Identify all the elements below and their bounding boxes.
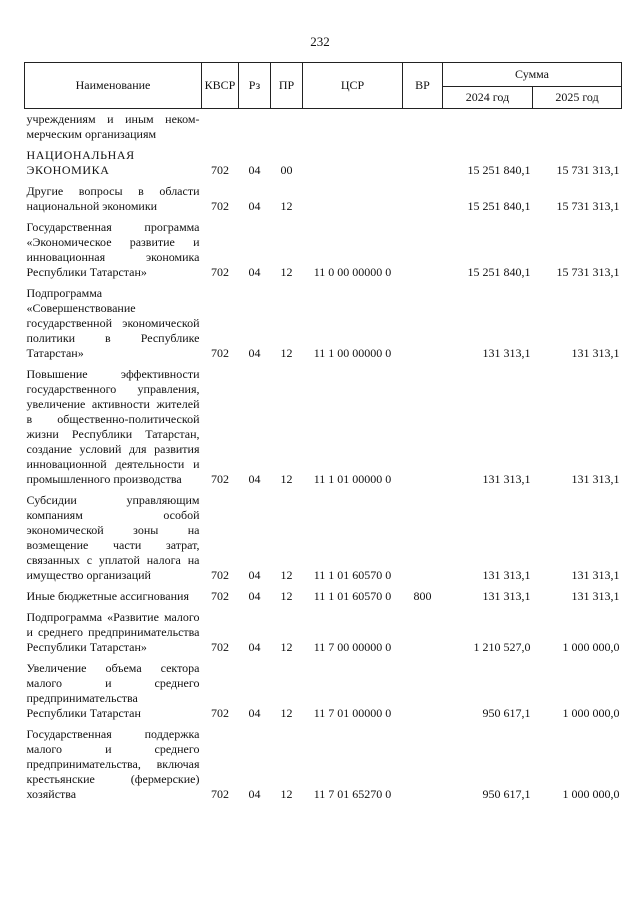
row-sum-2024: 1 210 527,0 bbox=[473, 640, 531, 654]
row-sum-2025: 15 731 313,1 bbox=[556, 163, 620, 177]
row-pr: 12 bbox=[280, 640, 293, 654]
row-csr: 11 7 01 00000 0 bbox=[313, 706, 392, 720]
row-sum-2024 bbox=[443, 109, 533, 143]
row-sum-2025 bbox=[533, 109, 622, 143]
header-csr: ЦСР bbox=[303, 63, 403, 109]
row-rz: 04 bbox=[248, 163, 261, 177]
row-name: Государственная поддержка малого и среднего предпринимательства, включая крестьянские (фермерские) хозяйства bbox=[26, 727, 200, 801]
row-vr bbox=[403, 604, 443, 655]
row-rz: 04 bbox=[248, 199, 261, 213]
row-pr: 12 bbox=[280, 568, 293, 582]
header-year-2024: 2024 год bbox=[443, 87, 533, 109]
table-header bbox=[25, 63, 622, 109]
row-rz: 04 bbox=[248, 568, 261, 582]
row-csr: 11 1 01 00000 0 bbox=[313, 472, 392, 486]
row-kvsr: 702 bbox=[211, 163, 229, 177]
row-kvsr: 702 bbox=[211, 589, 229, 603]
row-csr bbox=[303, 109, 403, 143]
row-vr bbox=[403, 280, 443, 361]
table-row bbox=[25, 655, 622, 721]
row-name: Иные бюджетные ассигнования bbox=[26, 589, 189, 603]
row-vr bbox=[403, 109, 443, 143]
row-csr: 11 1 00 00000 0 bbox=[313, 346, 392, 360]
row-name: Государственная программа «Экономическое развитие и инновационная экономика Республики Татарстан» bbox=[26, 220, 200, 279]
row-vr bbox=[403, 361, 443, 487]
table-row bbox=[25, 583, 622, 604]
row-rz: 04 bbox=[248, 472, 261, 486]
table-row bbox=[25, 142, 622, 178]
row-sum-2024: 950 617,1 bbox=[482, 787, 531, 801]
row-pr: 12 bbox=[280, 472, 293, 486]
row-vr bbox=[403, 655, 443, 721]
row-sum-2025: 131 313,1 bbox=[571, 472, 620, 486]
row-pr: 12 bbox=[280, 199, 293, 213]
row-kvsr: 702 bbox=[211, 706, 229, 720]
row-rz: 04 bbox=[248, 589, 261, 603]
table-body bbox=[25, 109, 622, 803]
row-kvsr: 702 bbox=[211, 472, 229, 486]
row-kvsr: 702 bbox=[211, 787, 229, 801]
row-pr: 12 bbox=[280, 346, 293, 360]
table-row bbox=[25, 280, 622, 361]
row-sum-2025: 131 313,1 bbox=[571, 568, 620, 582]
row-pr bbox=[271, 109, 303, 143]
row-rz: 04 bbox=[248, 346, 261, 360]
row-pr: 12 bbox=[280, 787, 293, 801]
row-name: учреждениям и иным неком-мерческим организациям bbox=[26, 112, 200, 141]
table-row bbox=[25, 178, 622, 214]
row-kvsr: 702 bbox=[211, 199, 229, 213]
row-vr: 800 bbox=[413, 589, 432, 603]
row-kvsr: 702 bbox=[211, 346, 229, 360]
row-vr bbox=[403, 178, 443, 214]
row-rz bbox=[239, 109, 271, 143]
header-year-2025: 2025 год bbox=[533, 87, 622, 109]
row-sum-2024: 131 313,1 bbox=[482, 346, 531, 360]
table-row bbox=[25, 361, 622, 487]
row-rz: 04 bbox=[248, 706, 261, 720]
table-row bbox=[25, 109, 622, 143]
row-sum-2025: 1 000 000,0 bbox=[562, 706, 620, 720]
row-csr: 11 0 00 00000 0 bbox=[313, 265, 392, 279]
row-name: Подпрограмма «Совершенствование государственной экономической политики в Республике Татарстан» bbox=[26, 286, 200, 360]
table-row bbox=[25, 721, 622, 802]
row-vr bbox=[403, 487, 443, 583]
row-name: Субсидии управляющим компаниям особой экономической зоны на возмещение части затрат, связанных с уплатой налога на имущество организаций bbox=[26, 493, 200, 582]
row-sum-2025: 131 313,1 bbox=[571, 589, 620, 603]
row-sum-2025: 15 731 313,1 bbox=[556, 265, 620, 279]
row-sum-2024: 950 617,1 bbox=[482, 706, 531, 720]
row-kvsr bbox=[202, 109, 239, 143]
row-csr: 11 1 01 60570 0 bbox=[313, 568, 392, 582]
row-pr: 00 bbox=[280, 163, 293, 177]
row-sum-2025: 1 000 000,0 bbox=[562, 640, 620, 654]
row-vr bbox=[403, 721, 443, 802]
row-vr bbox=[403, 214, 443, 280]
row-sum-2025: 131 313,1 bbox=[571, 346, 620, 360]
row-csr: 11 7 00 00000 0 bbox=[313, 640, 392, 654]
header-kvsr: КВСР bbox=[202, 63, 239, 109]
row-pr: 12 bbox=[280, 589, 293, 603]
row-sum-2025: 1 000 000,0 bbox=[562, 787, 620, 801]
row-name: Другие вопросы в области национальной экономики bbox=[26, 184, 200, 213]
row-csr: 11 7 01 65270 0 bbox=[313, 787, 392, 801]
row-rz: 04 bbox=[248, 265, 261, 279]
row-sum-2024: 15 251 840,1 bbox=[467, 199, 531, 213]
row-sum-2024: 15 251 840,1 bbox=[467, 163, 531, 177]
row-name: Подпрограмма «Развитие малого и среднего предпринимательства Республики Татарстан» bbox=[26, 610, 200, 654]
row-sum-2025: 15 731 313,1 bbox=[556, 199, 620, 213]
table-row bbox=[25, 487, 622, 583]
row-kvsr: 702 bbox=[211, 568, 229, 582]
row-rz: 04 bbox=[248, 787, 261, 801]
header-vr: ВР bbox=[403, 63, 443, 109]
row-sum-2024: 15 251 840,1 bbox=[467, 265, 531, 279]
header-rz: Рз bbox=[239, 63, 271, 109]
row-name: Повышение эффективности государственного управления, увеличение активности жителей в общественно-политической жизни Республики Татарстан, создание условий для развития инновационной деятельности и промышленного производства bbox=[26, 367, 200, 486]
header-sum: Сумма bbox=[443, 63, 622, 87]
row-sum-2024: 131 313,1 bbox=[482, 589, 531, 603]
row-pr: 12 bbox=[280, 706, 293, 720]
table-row bbox=[25, 214, 622, 280]
page-number: 232 bbox=[310, 34, 330, 49]
row-csr bbox=[303, 142, 403, 178]
header-name: Наименование bbox=[25, 63, 202, 109]
header-pr: ПР bbox=[271, 63, 303, 109]
table-row bbox=[25, 604, 622, 655]
row-csr bbox=[303, 178, 403, 214]
row-name: НАЦИОНАЛЬНАЯ ЭКОНОМИКА bbox=[26, 148, 135, 177]
row-name: Увеличение объема сектора малого и среднего предпринимательства Республики Татарстан bbox=[26, 661, 200, 720]
row-rz: 04 bbox=[248, 640, 261, 654]
budget-table bbox=[24, 62, 622, 802]
row-vr bbox=[403, 142, 443, 178]
row-csr: 11 1 01 60570 0 bbox=[313, 589, 392, 603]
row-pr: 12 bbox=[280, 265, 293, 279]
row-sum-2024: 131 313,1 bbox=[482, 568, 531, 582]
row-kvsr: 702 bbox=[211, 640, 229, 654]
row-sum-2024: 131 313,1 bbox=[482, 472, 531, 486]
row-kvsr: 702 bbox=[211, 265, 229, 279]
